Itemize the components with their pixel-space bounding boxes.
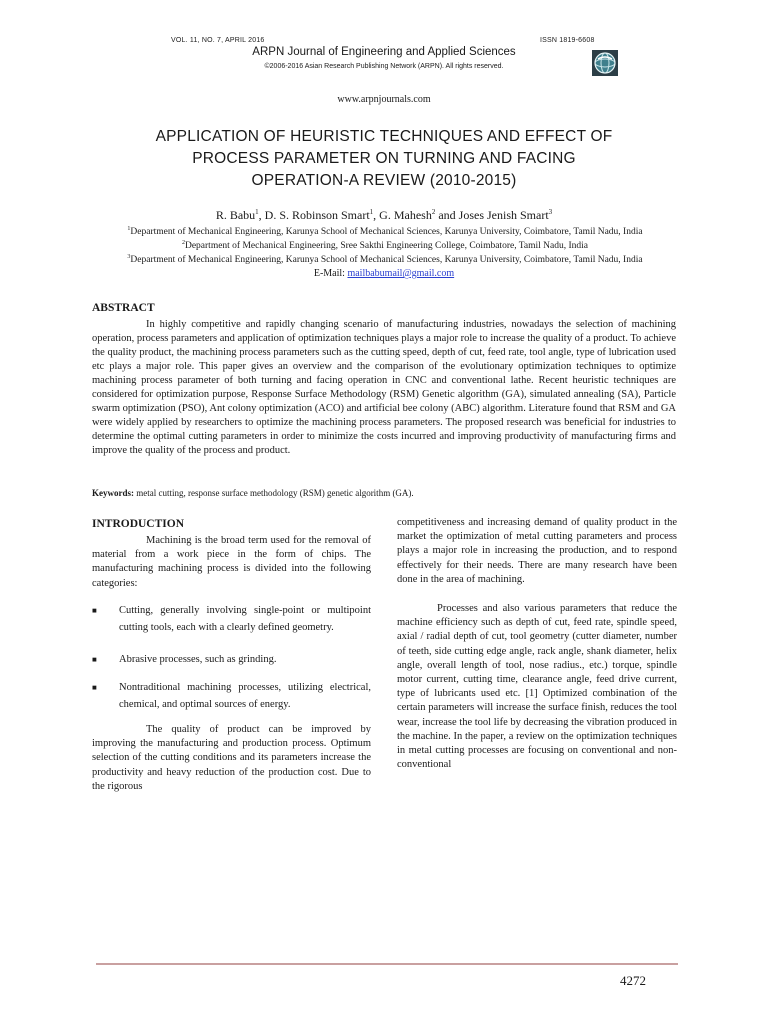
bullet-icon: ■ (92, 655, 97, 664)
title-line: PROCESS PARAMETER ON TURNING AND FACING (192, 150, 576, 167)
email-link[interactable]: mailbabumail@gmail.com (347, 268, 455, 279)
intro-paragraph: Machining is the broad term used for the removal of material from a work piece in the form of chips. The manufacturing machining process is divided into the following categories: (92, 535, 371, 589)
affiliation (60, 226, 710, 237)
email-line (0, 268, 768, 279)
author-affil-sup: 3 (548, 208, 553, 216)
footer-rule (96, 963, 678, 965)
journal-website: www.arpnjournals.com (337, 94, 431, 105)
author-name: R. Babu (215, 208, 256, 222)
title-line: APPLICATION OF HEURISTIC TECHNIQUES AND EFFECT OF (155, 128, 613, 145)
affiliation-text: Department of Mechanical Engineering, Karunya School of Mechanical Sciences, Karunya University, Coimbatore, Tamil Nadu, India (130, 255, 643, 266)
list-item (92, 679, 371, 713)
journal-title: ARPN Journal of Engineering and Applied Sciences (252, 46, 516, 58)
list-item-text: Nontraditional machining processes, utilizing electrical, chemical, and optimal sources of energy. (119, 682, 371, 710)
author-affil-sup: 1 (255, 208, 259, 216)
volume-info: VOL. 11, NO. 7, APRIL 2016 (171, 37, 265, 44)
affiliation-text: Department of Mechanical Engineering, Sree Sakthi Engineering College, Coimbatore, Tamil Nadu, India (184, 241, 589, 252)
affiliation-text: Department of Mechanical Engineering, Karunya School of Mechanical Sciences, Karunya University, Coimbatore, Tamil Nadu, India (130, 227, 643, 238)
list-item-text: Cutting, generally involving single-point or multipoint cutting tools, each with a clearly defined geometry. (119, 605, 371, 633)
intro-paragraph: competitiveness and increasing demand of quality product in the market the optimization of metal cutting parameters and process plays a major role in increasing the production, and to respond effectively for their needs. There are many research have been done in the area of machining. (397, 517, 677, 585)
list-item (92, 602, 371, 636)
introduction-heading: INTRODUCTION (92, 518, 185, 530)
issn: ISSN 1819-6608 (540, 37, 595, 44)
keywords-label: Keywords: (92, 488, 134, 498)
affiliation-sup: 3 (127, 254, 131, 260)
author-name: , G. Mahesh (373, 208, 432, 222)
title-line: OPERATION-A REVIEW (2010-2015) (251, 172, 517, 189)
author-name: , D. S. Robinson Smart (258, 208, 370, 222)
bullet-icon: ■ (92, 606, 97, 615)
copyright-notice: ©2006-2016 Asian Research Publishing Network (ARPN). All rights reserved. (264, 63, 504, 70)
author-list (0, 208, 768, 223)
affiliation (60, 240, 710, 251)
author-name: and Joses Jenish Smart (435, 208, 549, 222)
abstract-heading: ABSTRACT (92, 302, 155, 314)
list-item (92, 651, 371, 668)
affiliation-sup: 2 (181, 240, 185, 246)
keywords-text: metal cutting, response surface methodology (RSM) genetic algorithm (GA). (134, 488, 414, 498)
list-item-text: Abrasive processes, such as grinding. (119, 654, 277, 665)
globe-logo-icon (592, 50, 618, 76)
author-affil-sup: 1 (369, 208, 374, 216)
intro-paragraph: Processes and also various parameters that reduce the machine efficiency such as depth of cut, feed rate, spindle speed, axial / radial depth of cut, tool geometry (cutter diameter, number of teeth, side cutting edge angle, rack angle, shank diameter, helix angle, overall length of tool, nose radius., etc.) torque, spindle motor current, cutting time, clearance angle, feed drive current, type of lubricants used etc. [1] Optimized combination of the certain parameters will increase the surface finish, reduces the tool wear, increase the tool life by decreasing the vibration produced in the machine. In the paper, a review on the optimization techniques in metal cutting processes are focusing on conventional and non-conventional (397, 603, 677, 771)
page-number: 4272 (620, 973, 646, 988)
intro-paragraph: The quality of product can be improved by improving the manufacturing and production process. Optimum selection of the cutting conditions and its parameters increase the productivity and heavy reduction of the production cost. Due to the rigorous (92, 724, 371, 792)
author-affil-sup: 2 (431, 208, 436, 216)
keywords (92, 488, 676, 498)
abstract-body: In highly competitive and rapidly changing scenario of manufacturing industries, nowadays the selection of machining operation, process parameters and application of optimization techniques plays a major role to increase the quality of a product. To achieve the quality product, the machining process parameters such as the cutting speed, depth of cut, feed rate, tool angle, type of lubrication used etc plays a major role. This paper gives an overview and the comparison of the evolutionary optimization techniques to optimize machining process parameter of both turning and facing operation in CNC and conventional lathe. Recent heuristic techniques are considered for optimization purpose, Response Surface Methodology (RSM) Genetic algorithm (GA), simulated annealing (SA), Particle swarm optimization (PSO), Ant colony optimization (ACO) and artificial bee colony (ABC) algorithm. Literature found that RSM and GA were widely applied by researchers to optimize the machining process parameters. The proposed research was beneficial for industries to determine the optimal cutting parameters in order to minimize the costs incurred and improving productivity of manufacturing firms and improve the quality of the process and product. (92, 319, 676, 456)
paper-title (110, 126, 658, 192)
affiliation (60, 254, 710, 265)
email-label: E-Mail: (313, 268, 348, 279)
affiliation-sup: 1 (127, 226, 131, 232)
bullet-icon: ■ (92, 683, 97, 692)
